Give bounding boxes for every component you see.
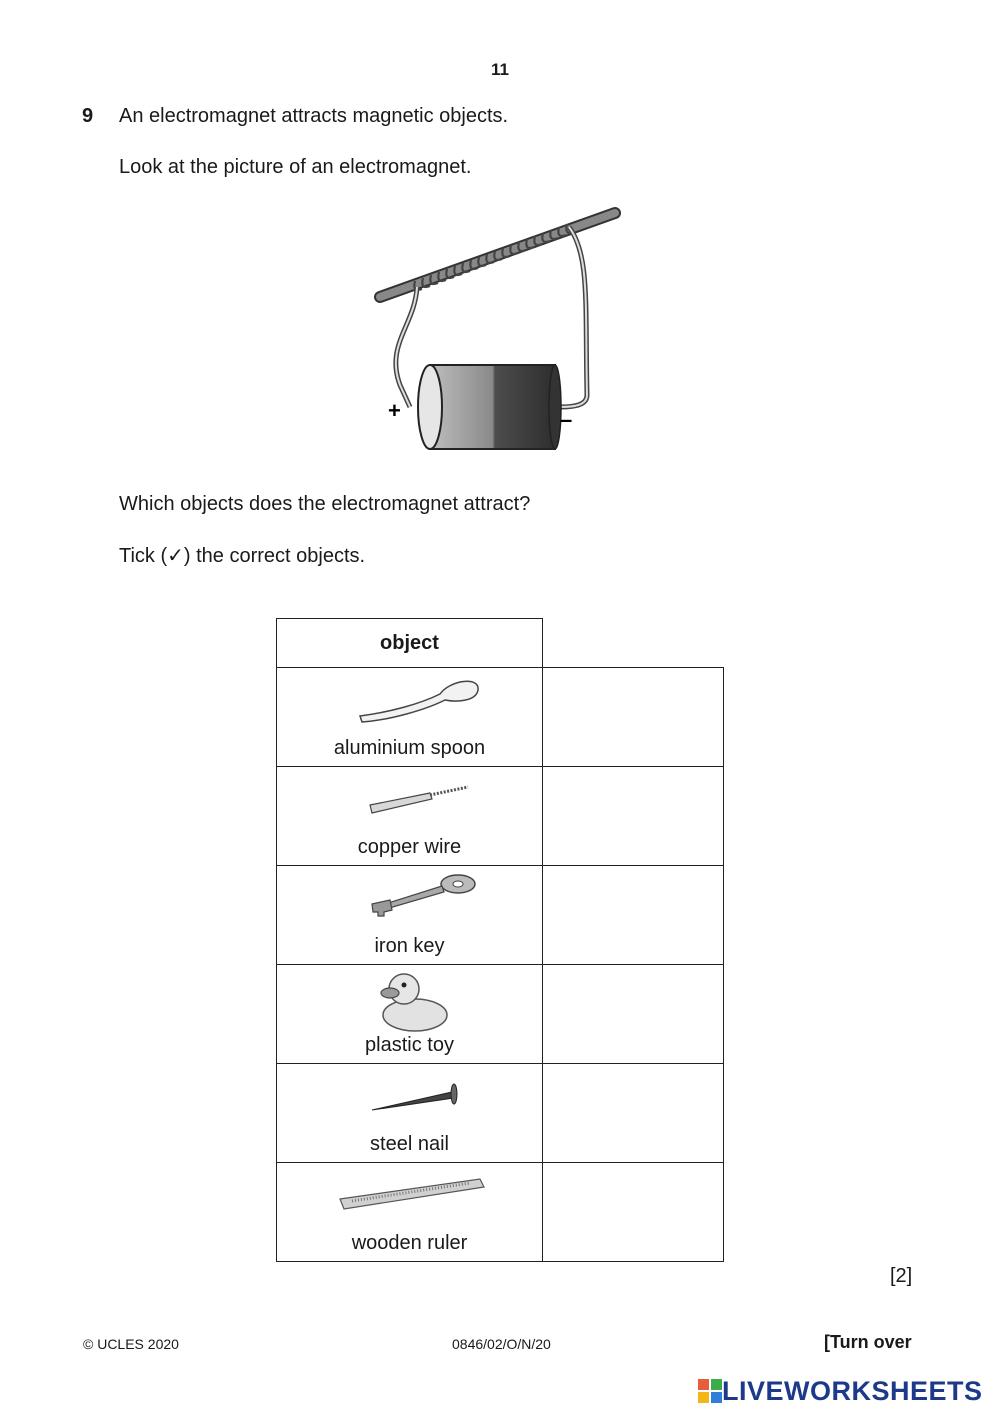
- object-label: steel nail: [370, 1133, 449, 1155]
- key-icon: [340, 866, 480, 926]
- object-cell: [277, 668, 543, 767]
- object-column-header: object: [277, 619, 543, 668]
- liveworksheets-logo-icon: [698, 1379, 722, 1403]
- nail-icon: [340, 1064, 480, 1120]
- table-row: [277, 965, 724, 1064]
- table-row: [277, 668, 724, 767]
- object-label: aluminium spoon: [333, 737, 486, 759]
- table-row: [277, 1064, 724, 1163]
- electromagnet-figure: [355, 195, 645, 465]
- table-header-row: [277, 619, 724, 668]
- positive-terminal-label: +: [388, 398, 401, 423]
- question-intro: An electromagnet attracts magnetic objects.: [119, 105, 509, 127]
- marks-label: [2]: [890, 1265, 913, 1287]
- tick-box[interactable]: [543, 965, 724, 1064]
- duck-icon: [340, 965, 480, 1033]
- question-instruction: Look at the picture of an electromagnet.: [119, 156, 472, 178]
- object-label: copper wire: [357, 836, 462, 858]
- tick-box[interactable]: [543, 668, 724, 767]
- tick-column-header: [543, 619, 724, 668]
- object-cell: [277, 866, 543, 965]
- table-row: [277, 866, 724, 965]
- question-number: 9: [82, 105, 94, 127]
- object-cell: [277, 965, 543, 1064]
- objects-table: [276, 618, 724, 1262]
- table-row: [277, 1163, 724, 1262]
- tick-box[interactable]: [543, 866, 724, 965]
- tick-instruction: Tick (✓) the correct objects.: [119, 545, 366, 567]
- object-cell: [277, 1064, 543, 1163]
- logo-text: LIVEWORKSHEETS: [722, 1375, 983, 1406]
- table-row: [277, 767, 724, 866]
- copyright: © UCLES 2020: [83, 1336, 179, 1352]
- object-label: iron key: [374, 935, 445, 957]
- object-label: wooden ruler: [351, 1232, 468, 1254]
- liveworksheets-logo: [698, 1374, 983, 1408]
- tick-box[interactable]: [543, 1163, 724, 1262]
- page-number: 11: [491, 60, 509, 79]
- ruler-icon: [330, 1163, 490, 1221]
- paper-code: 0846/02/O/N/20: [452, 1336, 551, 1352]
- object-label: plastic toy: [365, 1034, 454, 1056]
- wire-icon: [340, 767, 480, 817]
- object-cell: [277, 1163, 543, 1262]
- tick-box[interactable]: [543, 1064, 724, 1163]
- question-prompt: Which objects does the electromagnet attract?: [119, 493, 531, 515]
- object-cell: [277, 767, 543, 866]
- tick-box[interactable]: [543, 767, 724, 866]
- negative-terminal-label: –: [560, 407, 573, 432]
- turn-over: [Turn over: [824, 1332, 912, 1352]
- spoon-icon: [340, 668, 480, 728]
